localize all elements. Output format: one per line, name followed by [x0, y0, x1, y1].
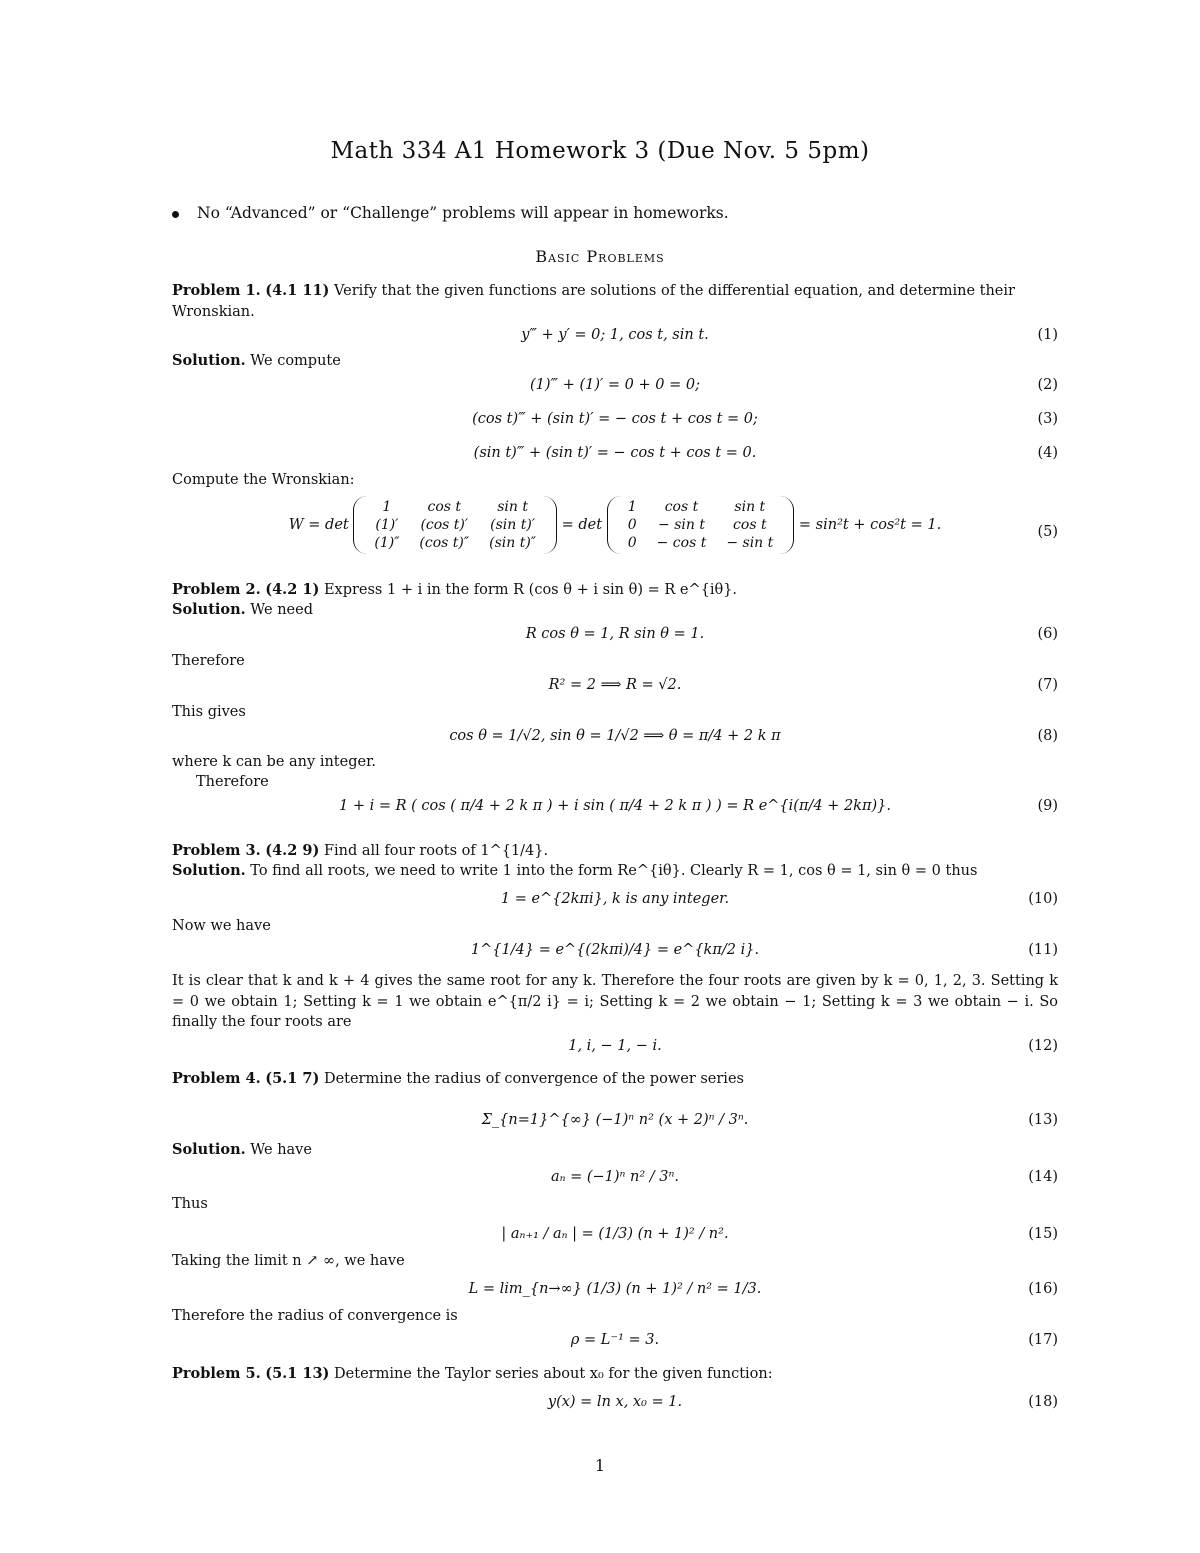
equation-number-7: (7)	[1037, 677, 1058, 693]
equation-number-17: (17)	[1028, 1332, 1058, 1348]
problem-2-statement	[172, 580, 1058, 601]
equation-3: (cos t)‴ + (sin t)′ = − cos t + cos t = 0;	[472, 411, 758, 427]
equation-number-13: (13)	[1028, 1112, 1058, 1128]
problem-1-label: Problem 1.	[172, 282, 261, 299]
equation-number-2: (2)	[1037, 377, 1058, 393]
problem-3-text: Find all four roots of 1^{1/4}.	[323, 843, 549, 859]
equation-15: | aₙ₊₁ / aₙ | = (1/3) (n + 1)² / n².	[501, 1226, 729, 1242]
where-text: where k can be any integer.	[172, 754, 377, 770]
problem-3-ref: (4.2 9)	[265, 842, 320, 859]
matrix-wronskian-derivatives	[353, 496, 557, 554]
problem-5-label: Problem 5.	[172, 1365, 261, 1382]
solution-label: Solution.	[172, 1141, 246, 1158]
problem-4-statement	[172, 1069, 1058, 1090]
problem-5-text: Determine the Taylor series about x₀ for the given function:	[334, 1366, 773, 1382]
equation-number-12: (12)	[1028, 1038, 1058, 1054]
equation-4: (sin t)‴ + (sin t)′ = − cos t + cos t = 0.	[473, 445, 757, 461]
equation-11: 1^{1/4} = e^{(2kπi)/4} = e^{kπ/2 i}.	[470, 942, 760, 958]
roots-paragraph: It is clear that k and k + 4 gives the same root for any k. Therefore the four roots are given by k = 0, 1, 2, 3. Setting k = 0 we obtain 1; Setting k = 1 we obtain e^{π/2 i} = i; Setting k = 2 we obtain − 1; Setting k = 3 we obtain − i. So finally the four roots are	[172, 973, 1058, 1030]
equation-8: cos θ = 1/√2, sin θ = 1/√2 ⟹ θ = π/4 + 2 k π	[449, 728, 781, 744]
equation-number-5: (5)	[1037, 524, 1058, 540]
thus-text: Thus	[172, 1196, 208, 1212]
equation-1: y‴ + y′ = 0; 1, cos t, sin t.	[521, 327, 709, 343]
page-number: 1	[594, 1456, 606, 1475]
matrix-cell: − cos t	[656, 535, 707, 551]
matrix-cell: cos t	[427, 499, 462, 515]
equation-12: 1, i, − 1, − i.	[568, 1038, 662, 1054]
equation-10: 1 = e^{2kπi}, k is any integer.	[500, 891, 730, 907]
matrix-wronskian-values	[607, 496, 795, 554]
solution-label: Solution.	[172, 601, 246, 618]
problem-4-ref: (5.1 7)	[265, 1070, 320, 1087]
wronskian-rhs: = sin²t + cos²t = 1.	[798, 517, 942, 533]
matrix-cell: (1)′	[375, 517, 399, 533]
equation-6: R cos θ = 1, R sin θ = 1.	[525, 626, 705, 642]
matrix-cell: 0	[627, 517, 637, 533]
matrix-cell: cos t	[664, 499, 699, 515]
matrix-cell: − sin t	[658, 517, 705, 533]
matrix-cell: (sin t)′	[490, 517, 535, 533]
wronskian-mid: = det	[561, 517, 603, 533]
therefore-text: Therefore	[196, 774, 269, 790]
note-text: No “Advanced” or “Challenge” problems will appear in homeworks.	[197, 204, 729, 222]
limit-text: Taking the limit n ↗ ∞, we have	[172, 1253, 405, 1269]
equation-number-15: (15)	[1028, 1226, 1058, 1242]
bullet-icon	[172, 211, 179, 218]
equation-number-18: (18)	[1028, 1394, 1058, 1410]
equation-number-6: (6)	[1037, 626, 1058, 642]
problem-3-statement	[172, 841, 1058, 862]
solution-text: To find all roots, we need to write 1 into the form Re^{iθ}. Clearly R = 1, cos θ = 1, sin θ = 0 thus	[250, 863, 978, 879]
equation-number-10: (10)	[1028, 891, 1058, 907]
problem-2-text: Express 1 + i in the form R (cos θ + i sin θ) = R e^{iθ}.	[323, 582, 738, 598]
equation-number-14: (14)	[1028, 1169, 1058, 1185]
matrix-cell: sin t	[497, 499, 528, 515]
matrix-cell: − sin t	[726, 535, 774, 551]
equation-18: y(x) = ln x, x₀ = 1.	[547, 1394, 683, 1410]
equation-number-16: (16)	[1028, 1281, 1058, 1297]
equation-16: L = lim_{n→∞} (1/3) (n + 1)² / n² = 1/3.	[468, 1281, 762, 1297]
equation-7: R² = 2 ⟹ R = √2.	[548, 677, 682, 693]
solution-text: We have	[250, 1142, 312, 1158]
problem-5-statement	[172, 1364, 1058, 1385]
problem-3-label: Problem 3.	[172, 842, 261, 859]
matrix-cell: cos t	[733, 517, 767, 533]
matrix-cell: 1	[382, 499, 392, 515]
wronskian-intro: Compute the Wronskian:	[172, 472, 355, 488]
equation-17: ρ = L⁻¹ = 3.	[570, 1332, 660, 1348]
matrix-cell: 0	[627, 535, 637, 551]
problem-1-ref: (4.1 11)	[265, 282, 330, 299]
note-item	[172, 204, 729, 222]
equation-number-4: (4)	[1037, 445, 1058, 461]
matrix-cell: sin t	[734, 499, 766, 515]
wronskian-lhs: W = det	[288, 517, 349, 533]
equation-number-3: (3)	[1037, 411, 1058, 427]
problem-3-solution	[172, 861, 1058, 882]
problem-4-text: Determine the radius of convergence of the power series	[323, 1071, 744, 1087]
problem-5-ref: (5.1 13)	[265, 1365, 330, 1382]
equation-2: (1)‴ + (1)′ = 0 + 0 = 0;	[530, 377, 700, 393]
solution-text: We compute	[250, 353, 341, 369]
problem-1-statement	[172, 281, 1058, 322]
problem-2-label: Problem 2.	[172, 581, 261, 598]
equation-14: aₙ = (−1)ⁿ n² / 3ⁿ.	[550, 1169, 680, 1185]
problem-1-text: Verify that the given functions are solutions of the differential equation, and determine their Wronskian.	[172, 283, 1015, 320]
problem-2-solution	[172, 600, 1058, 621]
page-title: Math 334 A1 Homework 3 (Due Nov. 5 5pm)	[330, 138, 870, 164]
matrix-cell: (cos t)′	[420, 517, 469, 533]
therefore-text: Therefore	[172, 653, 245, 669]
radius-text: Therefore the radius of convergence is	[172, 1308, 458, 1324]
equation-number-8: (8)	[1037, 728, 1058, 744]
matrix-cell: 1	[627, 499, 637, 515]
problem-4-solution	[172, 1140, 1058, 1161]
equation-5	[172, 496, 1058, 554]
solution-label: Solution.	[172, 352, 246, 369]
problem-4-label: Problem 4.	[172, 1070, 261, 1087]
matrix-cell: (sin t)″	[489, 535, 537, 551]
now-text: Now we have	[172, 918, 271, 934]
solution-text: We need	[250, 602, 313, 618]
problem-1-solution	[172, 351, 1058, 372]
solution-label: Solution.	[172, 862, 246, 879]
section-heading: Basic Problems	[535, 247, 665, 266]
matrix-cell: (1)″	[374, 535, 400, 551]
equation-number-1: (1)	[1037, 327, 1058, 343]
this-gives-text: This gives	[172, 704, 246, 720]
equation-9: 1 + i = R ( cos ( π/4 + 2 k π ) + i sin ( π/4 + 2 k π ) ) = R e^{i(π/4 + 2kπ)}.	[339, 798, 891, 814]
equation-number-9: (9)	[1037, 798, 1058, 814]
equation-13: Σ_{n=1}^{∞} (−1)ⁿ n² (x + 2)ⁿ / 3ⁿ.	[481, 1112, 749, 1128]
problem-2-ref: (4.2 1)	[265, 581, 320, 598]
matrix-cell: (cos t)″	[419, 535, 470, 551]
equation-number-11: (11)	[1028, 942, 1058, 958]
